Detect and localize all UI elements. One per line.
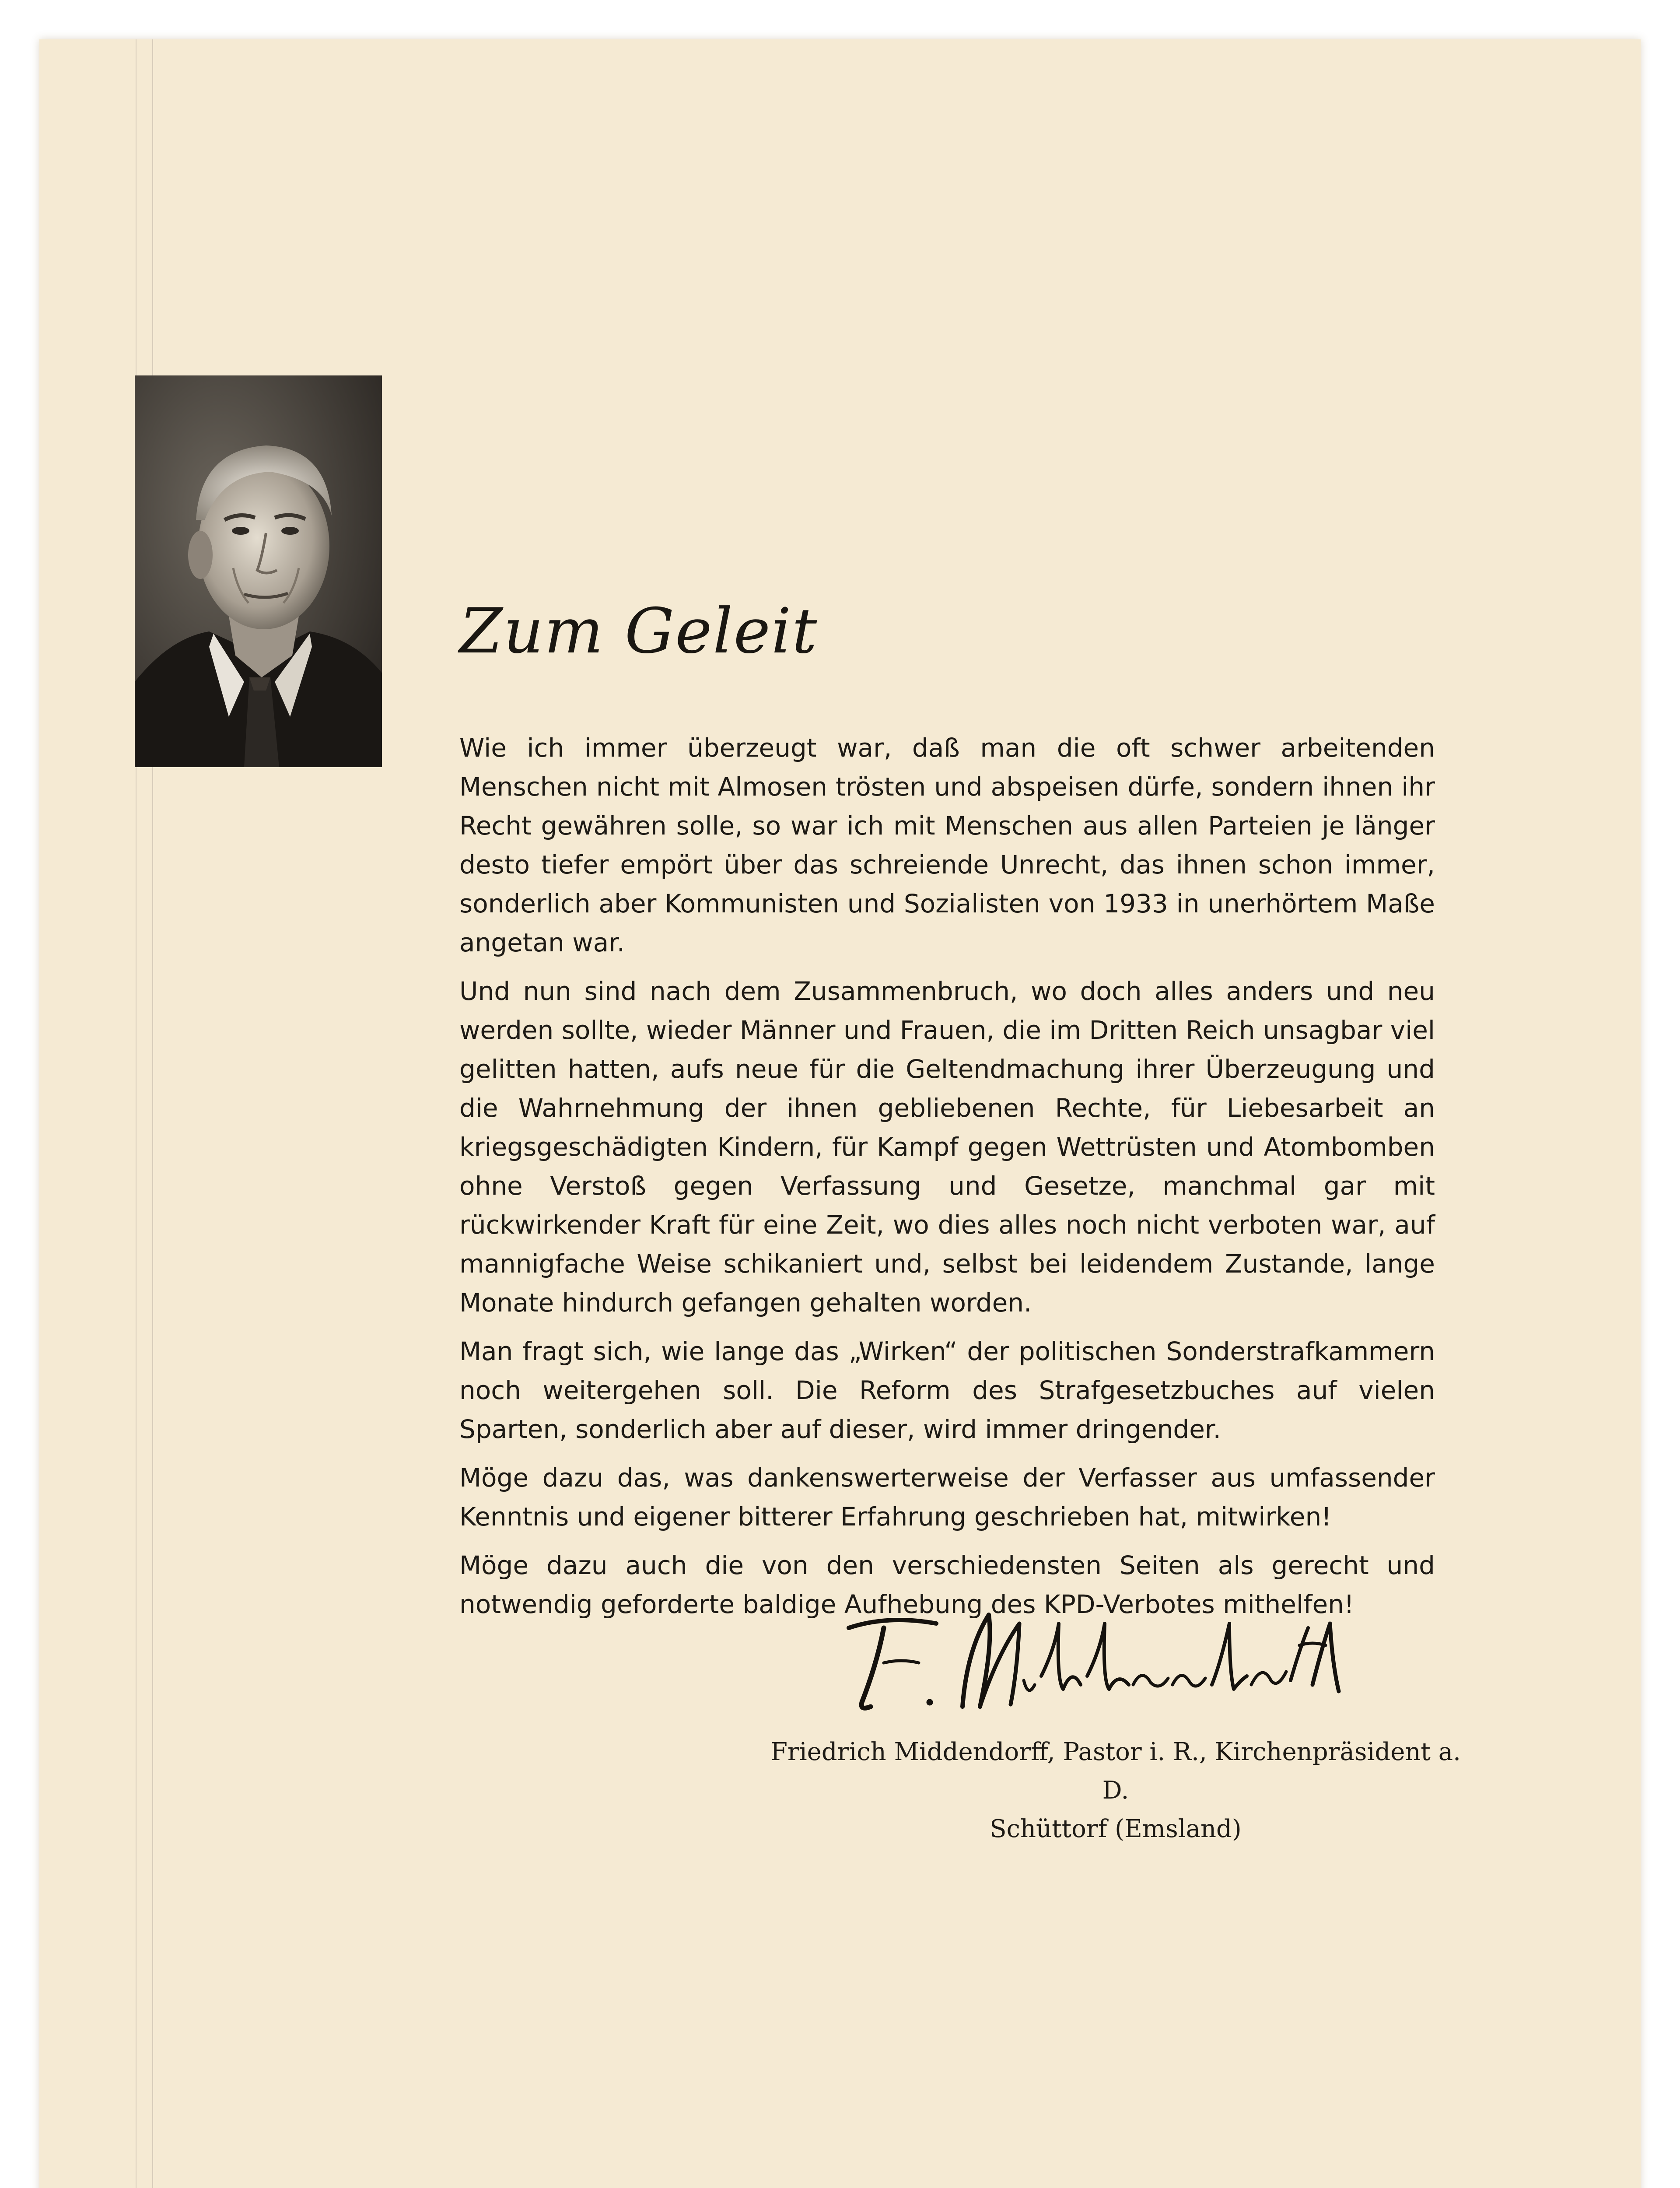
document-page [39, 39, 1641, 2188]
author-portrait-photo [135, 375, 382, 767]
fold-line [152, 39, 153, 2188]
page-heading: Zum Geleit [459, 595, 818, 667]
handwritten-signature [836, 1597, 1348, 1729]
paragraph: Möge dazu das, was dankenswerterweise der Verfasser aus umfassender Kenntnis und eigener bitterer Erfahrung geschrieben hat, mitwirken! [459, 1463, 1435, 1532]
paragraph: Und nun sind nach dem Zusammenbruch, wo doch alles anders und neu werden sollte, wieder Männer und Frauen, die im Dritten Reich unsagbar viel gelitten hatten, aufs neue für die Geltendmachung ihrer Überzeugung und die Wahrnehmung der ihnen gebliebenen Rechte, für Liebesarbeit an kriegsgeschädigten Kindern, für Kampf gegen Wettrüsten und Atombomben ohne Verstoß gegen Verfassung und Gesetze, manchmal gar mit rückwirkender Kraft für eine Zeit, wo dies alles noch nicht verboten war, auf mannigfache Weise schikaniert und, selbst bei leidendem Zustande, lange Monate hindurch gefangen gehalten worden. [459, 976, 1435, 1318]
signer-name-title: Friedrich Middendorff, Pastor i. R., Kirchenpräsident a. D. [770, 1738, 1461, 1805]
paragraph: Möge dazu auch die von den verschiedensten Seiten als gerecht und notwendig geforderte baldige Aufhebung des KPD-Verbotes mithelfen! [459, 1550, 1435, 1619]
paragraph: Man fragt sich, wie lange das „Wirken“ der politischen Sonderstrafkammern noch weitergehen soll. Die Reform des Strafgesetzbuches auf vielen Sparten, sonderlich aber auf dieser, wird immer dringender. [459, 1336, 1435, 1444]
body-text [459, 729, 1435, 1634]
signer-block [766, 1733, 1466, 1848]
signer-location: Schüttorf (Emsland) [990, 1815, 1242, 1843]
paragraph: Wie ich immer überzeugt war, daß man die oft schwer arbeitenden Menschen nicht mit Almosen trösten und abspeisen dürfe, sondern ihnen ihr Recht gewähren solle, so war ich mit Menschen aus allen Parteien je länger desto tiefer empört über das schreiende Unrecht, das ihnen schon immer, sonderlich aber Kommunisten und Sozialisten von 1933 in unerhörtem Maße angetan war. [459, 733, 1435, 957]
